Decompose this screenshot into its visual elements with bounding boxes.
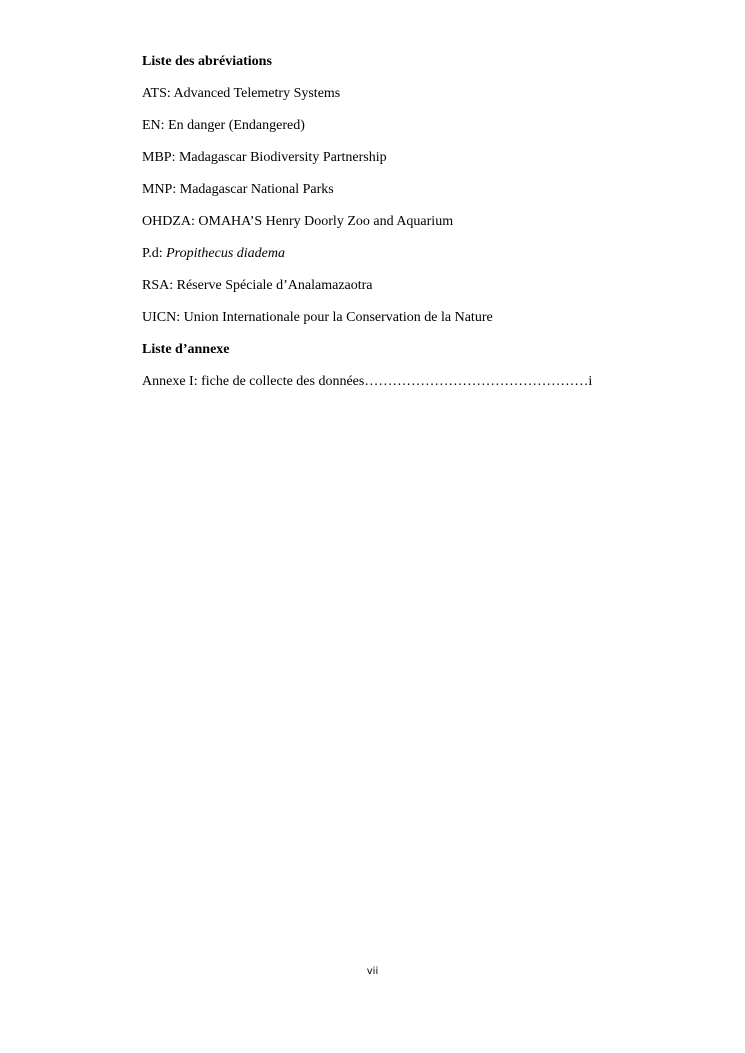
abbreviation-item: ATS: Advanced Telemetry Systems bbox=[142, 86, 341, 101]
abbreviation-term: EN bbox=[142, 118, 161, 133]
abbreviation-term: MBP bbox=[142, 150, 172, 165]
abbreviation-term: P.d bbox=[142, 246, 159, 261]
abbreviation-item: RSA: Réserve Spéciale d’Analamazaotra bbox=[142, 278, 373, 293]
abbreviation-definition: Madagascar National Parks bbox=[179, 182, 334, 197]
abbreviation-term: RSA bbox=[142, 278, 170, 293]
abbreviation-definition: En danger (Endangered) bbox=[168, 118, 305, 133]
abbreviation-definition-italic: Propithecus diadema bbox=[166, 246, 285, 261]
abbreviation-item: OHDZA: OMAHA’S Henry Doorly Zoo and Aquarium bbox=[142, 214, 454, 229]
abbreviation-term: OHDZA bbox=[142, 214, 191, 229]
abbreviation-item: MNP: Madagascar National Parks bbox=[142, 182, 334, 197]
abbreviation-item: P.d: Propithecus diadema bbox=[142, 246, 285, 261]
abbreviation-term: MNP bbox=[142, 182, 173, 197]
abbreviation-definition: Advanced Telemetry Systems bbox=[173, 86, 341, 101]
abbreviation-item: UICN: Union Internationale pour la Conservation de la Nature bbox=[142, 310, 493, 325]
page-content bbox=[142, 53, 642, 391]
abbreviation-definition: OMAHA’S Henry Doorly Zoo and Aquarium bbox=[198, 214, 454, 229]
abbreviations-list bbox=[142, 85, 642, 327]
abbreviation-term: UICN bbox=[142, 310, 177, 325]
abbreviation-definition: Madagascar Biodiversity Partnership bbox=[178, 150, 387, 165]
abbreviation-term: ATS bbox=[142, 86, 167, 101]
page-number: vii bbox=[366, 966, 379, 977]
annex-label: Annexe I: fiche de collecte des données bbox=[142, 374, 365, 389]
abbreviation-item: EN: En danger (Endangered) bbox=[142, 118, 305, 133]
annexes-heading: Liste d’annexe bbox=[142, 342, 230, 357]
annex-dot-leader: ………………………………………… bbox=[364, 374, 589, 389]
annex-page-ref: i bbox=[588, 374, 593, 389]
abbreviation-definition: Union Internationale pour la Conservation de la Nature bbox=[183, 310, 493, 325]
abbreviations-heading: Liste des abréviations bbox=[142, 54, 272, 69]
abbreviation-definition: Réserve Spéciale d’Analamazaotra bbox=[176, 278, 373, 293]
abbreviation-item: MBP: Madagascar Biodiversity Partnership bbox=[142, 150, 387, 165]
annex-entry[interactable] bbox=[142, 373, 642, 391]
